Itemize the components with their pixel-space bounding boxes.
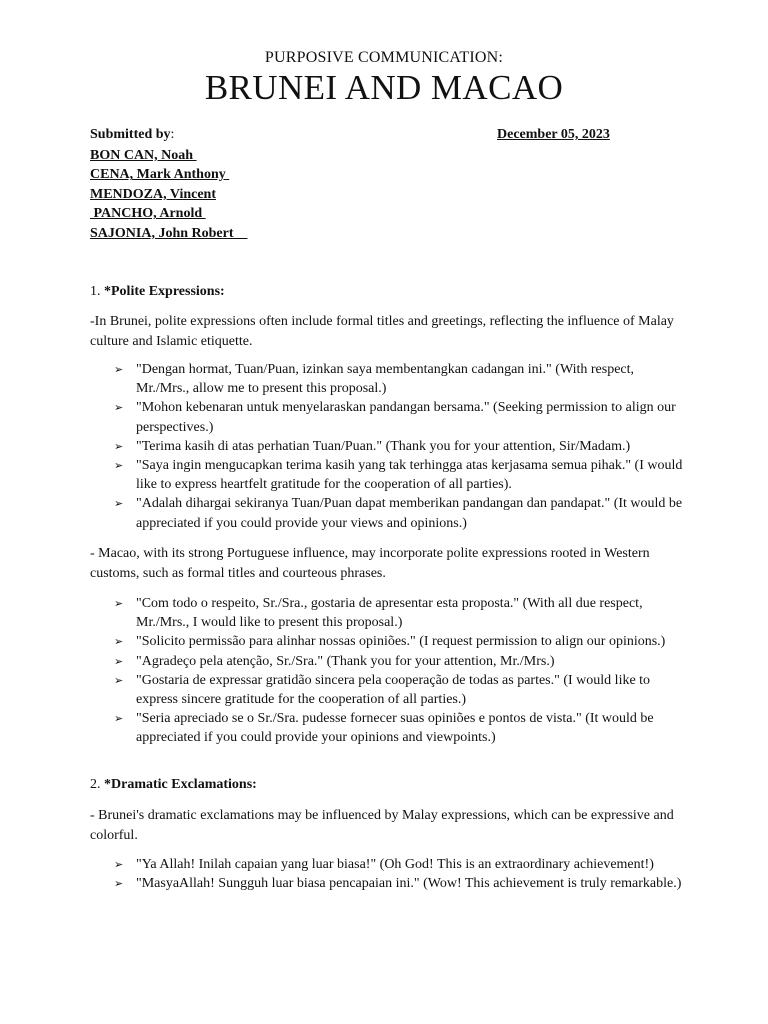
macao-polite-list: [90, 594, 690, 748]
list-item: [90, 437, 690, 456]
title-line-1: PURPOSIVE COMMUNICATION:: [264, 49, 504, 66]
author-name: MENDOZA, Vincent: [90, 186, 216, 202]
arrow-bullet-icon: ➢: [114, 635, 124, 649]
list-item: [90, 494, 690, 532]
submitted-by-colon: :: [170, 127, 175, 142]
arrow-bullet-icon: ➢: [114, 363, 124, 376]
arrow-bullet-icon: ➢: [114, 877, 124, 891]
brunei-polite-list: [90, 360, 690, 533]
list-item: [90, 398, 690, 436]
author-list: [90, 146, 248, 243]
list-item-text: "Saya ingin mengucapkan terima kasih yang tak terhingga atas kerjasama semua pihak." (I would like to express heartfelt gratitude for the cooperation of all parties).: [136, 458, 683, 493]
author-name: CENA, Mark Anthony: [90, 167, 230, 183]
list-item-text: "Seria apreciado se o Sr./Sra. pudesse fornecer suas opiniões e pontos de vista." (It would be appreciated if you could provide your opinions and viewpoints.): [136, 711, 654, 746]
list-item: [90, 594, 690, 632]
section-2-title: *Dramatic Exclamations:: [104, 777, 257, 792]
submitted-by-label: [90, 127, 174, 143]
author-name: BON CAN, Noah: [90, 148, 197, 163]
arrow-bullet-icon: ➢: [114, 497, 124, 511]
list-item: [90, 855, 690, 874]
macao-polite-intro: - Macao, with its strong Portuguese influence, may incorporate polite expressions rooted in Western customs, such as formal titles and courteous phrases.: [90, 546, 650, 581]
brunei-polite-intro: -In Brunei, polite expressions often include formal titles and greetings, reflecting the influence of Malay culture and Islamic etiquette.: [90, 314, 674, 349]
arrow-bullet-icon: ➢: [114, 439, 124, 453]
submission-date: December 05, 2023: [497, 127, 610, 142]
list-item: [90, 456, 690, 494]
submitted-by-text: Submitted by: [90, 127, 171, 142]
list-item-text: "Dengan hormat, Tuan/Puan, izinkan saya membentangkan cadangan ini." (With respect, Mr./Mrs., allow me to present this proposal.): [136, 362, 635, 397]
section-1-number: 1.: [90, 284, 104, 299]
section-2-number: 2.: [90, 777, 104, 792]
list-item-text: "Adalah dihargai sekiranya Tuan/Puan dapat memberikan pandangan dan pandapat." (It would be appreciated if you could provide your views and opinions.): [136, 496, 683, 531]
list-item: [90, 671, 690, 709]
arrow-bullet-icon: ➢: [114, 597, 124, 610]
author-name: SAJONIA, John Robert: [90, 225, 248, 241]
section-2-heading: [90, 777, 257, 793]
list-item: [90, 874, 690, 893]
list-item: [90, 632, 690, 651]
arrow-bullet-icon: ➢: [114, 673, 124, 687]
arrow-bullet-icon: ➢: [114, 654, 124, 668]
arrow-bullet-icon: ➢: [114, 459, 124, 473]
section-1-heading: [90, 284, 225, 300]
brunei-exclamations-intro: - Brunei's dramatic exclamations may be influenced by Malay expressions, which can be expressive and colorful.: [90, 808, 674, 843]
list-item: [90, 652, 690, 671]
author-name: PANCHO, Arnold: [90, 206, 206, 222]
list-item-text: "Solicito permissão para alinhar nossas opiniões." (I request permission to align our opinions.): [136, 634, 666, 650]
title-line-2: BRUNEI AND MACAO: [204, 68, 564, 107]
list-item-text: "Ya Allah! Inilah capaian yang luar biasa!" (Oh God! This is an extraordinary achievement!): [136, 857, 654, 872]
list-item-text: "Com todo o respeito, Sr./Sra., gostaria de apresentar esta proposta." (With all due respect, Mr./Mrs., I would like to present this proposal.): [136, 596, 643, 631]
arrow-bullet-icon: ➢: [114, 712, 124, 726]
list-item: [90, 709, 690, 747]
list-item-text: "Agradeço pela atenção, Sr./Sra." (Thank you for your attention, Mr./Mrs.): [136, 653, 555, 669]
list-item-text: "Terima kasih di atas perhatian Tuan/Puan." (Thank you for your attention, Sir/Madam.): [136, 438, 631, 454]
list-item-text: "MasyaAllah! Sungguh luar biasa pencapaian ini." (Wow! This achievement is truly remarkable.): [136, 876, 682, 892]
brunei-exclamations-list: [90, 855, 690, 893]
section-1-title: *Polite Expressions:: [104, 284, 225, 299]
list-item-text: "Mohon kebenaran untuk menyelaraskan pandangan bersama." (Seeking permission to align our perspectives.): [136, 400, 676, 435]
arrow-bullet-icon: ➢: [114, 401, 124, 415]
list-item-text: "Gostaria de expressar gratidão sincera pela cooperação de todas as partes." (I would like to express sincere gratitude for the cooperation of all parties.): [136, 672, 651, 708]
arrow-bullet-icon: ➢: [114, 858, 124, 871]
list-item: [90, 360, 690, 398]
